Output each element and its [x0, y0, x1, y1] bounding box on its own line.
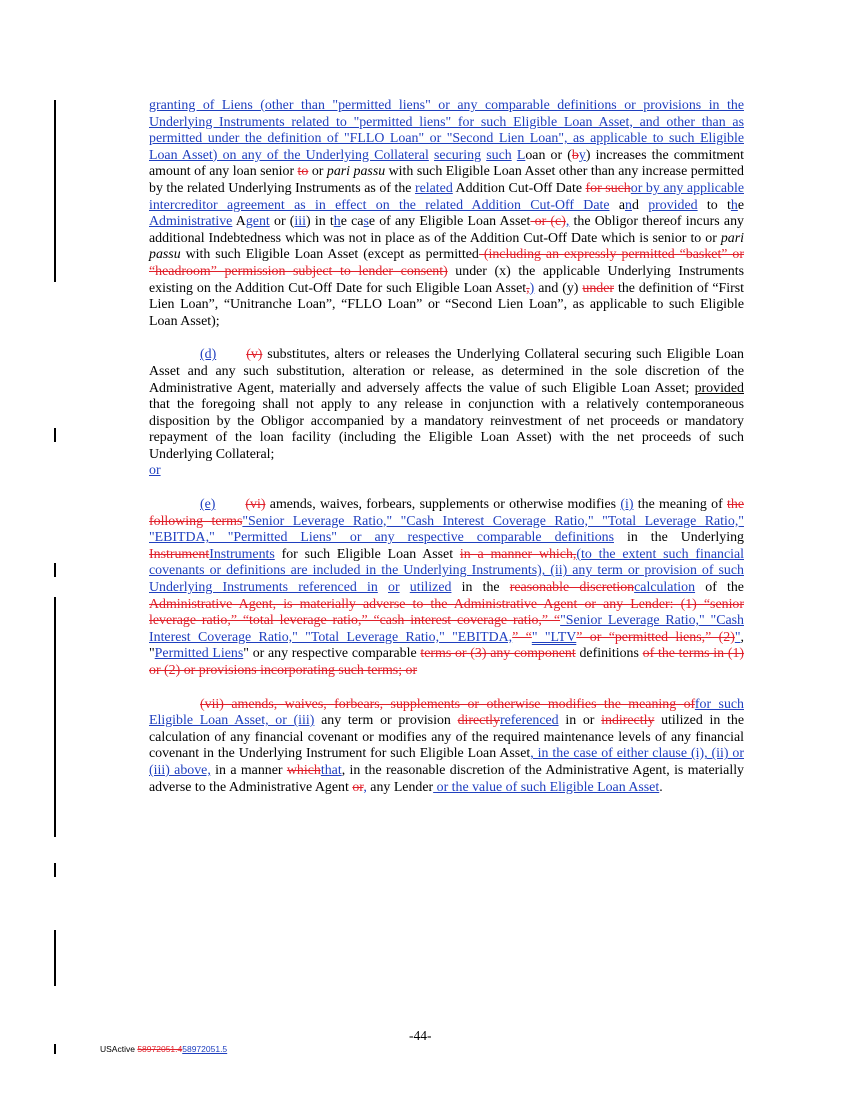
inserted-text: , in the case of either clause (i), (ii) or (iii) above,: [149, 746, 744, 778]
deleted-text: to: [297, 164, 309, 180]
paragraph-d: [149, 347, 744, 480]
text-run: and (y): [534, 280, 583, 296]
inserted-text: calculation: [634, 580, 696, 596]
text-run: any Lender: [366, 779, 434, 795]
text-run: Addition Cut-Off Date: [452, 180, 586, 196]
text-run: that the foregoing shall not apply to any release in conjunction with a relatively contemporaneous disposition by the Obligor accompanied by a mandatory reinvestment of net proceeds or mandatory repayment of the loan facility (including the Eligible Loan Asset) with the net proceeds of such Underlying Collateral;: [149, 397, 744, 462]
text-run: of the: [695, 580, 744, 596]
clause-number: (e): [200, 497, 216, 513]
inserted-text: Permitted Liens: [154, 646, 244, 662]
text-run: e of any Eligible Loan Asset: [368, 214, 531, 230]
deleted-text: (vii) amends, waives, forbears, supplements or otherwise modifies the meaning of: [200, 696, 695, 712]
inserted-text: gent: [245, 214, 270, 230]
text-run: definitions: [575, 646, 643, 662]
deleted-clause-number: (v): [246, 347, 263, 363]
change-bar: [54, 1044, 56, 1054]
underlined-text: provided: [694, 380, 744, 396]
deleted-text: Instrument: [149, 546, 210, 562]
inserted-text: h: [730, 197, 738, 213]
change-bar: [54, 563, 56, 577]
deleted-text: reasonable discretion: [509, 580, 635, 596]
inserted-text: for such Eligible Loan Asset, or (iii): [149, 696, 744, 729]
inserted-text: n: [625, 197, 632, 213]
inserted-text: ": [734, 629, 741, 645]
text-run: e: [737, 197, 745, 213]
deleted-text: of the terms in (1) or (2) or provisions incorporating such terms; or: [149, 646, 745, 678]
paragraph-vii: [149, 697, 744, 797]
text-run: , ": [149, 629, 744, 662]
text-run: d: [631, 197, 649, 213]
text-run: in a manner: [210, 762, 287, 778]
text-run: with such Eligible Loan Asset other than any increase permitted by the related Underlying Instruments as of the: [149, 164, 744, 196]
inserted-text: L: [516, 147, 526, 163]
deleted-text: for such: [585, 180, 631, 196]
text-run: in the Underlying: [613, 530, 744, 546]
text-run: the definition of “First Lien Loan”, “Unitranche Loan”, “FLLO Loan” or “Second Lien Loan”, as applicable to such Eligible Loan Asset);: [149, 280, 744, 329]
inserted-text: (i): [620, 497, 634, 513]
deleted-text: in a manner which,: [459, 546, 577, 562]
text-run: .: [659, 779, 663, 795]
text-run: substitutes, alters or releases the Underlying Collateral securing such Eligible Loan Asset and any such substitution, alteration or release, as determined in the sole discretion of the Administrative Agent, materially and adversely affects the value of such Eligible Loan Asset;: [149, 347, 744, 396]
text-run: , in the reasonable discretion of the Administrative Agent, is materially adverse to the Administrative Agent: [149, 762, 744, 795]
text-run: the Obligor thereof incurs any additional Indebtedness which was not in place as of the Addition Cut-Off Date which is senior to or: [149, 214, 744, 246]
inserted-text: or the value of such Eligible Loan Asset: [433, 779, 660, 795]
inserted-text: " "LTV: [531, 629, 577, 645]
inserted-text: or: [388, 580, 400, 596]
inserted-text: y: [578, 147, 586, 163]
text-run: a: [609, 197, 625, 213]
deleted-text: under: [582, 280, 615, 296]
deleted-text: or (c): [530, 214, 566, 230]
document-id-label: USActive: [100, 1044, 138, 1054]
text-run: or (: [269, 214, 295, 230]
text-run: utilized in the calculation of any financial covenant or modifies any of the required maintenance levels of any financial covenant in the Underlying Instrument for such Eligible Loan Asset: [149, 713, 744, 762]
inserted-text: or: [149, 463, 161, 479]
text-run: any term or provision: [314, 713, 458, 729]
text-run: in the: [451, 580, 510, 596]
paragraph-e: [149, 497, 744, 680]
text-run: the meaning of: [633, 497, 728, 513]
deleted-text: terms or (3) any component: [420, 646, 576, 662]
inserted-text: (to the extent such financial covenants or definitions are included in the Underlying Instruments), (ii) any term or provision of such Underlying Instruments referenced in: [149, 546, 744, 596]
deleted-text: the following terms: [149, 497, 744, 529]
clause-number: (d): [200, 347, 217, 363]
text-run: amends, waives, forbears, supplements or otherwise modifies: [265, 497, 621, 513]
text-run: with such Eligible Loan Asset (except as permitted: [180, 247, 479, 263]
text-run: e ca: [340, 214, 364, 230]
inserted-text: granting of Liens (other than "permitted liens" or any comparable definitions or provisions in the Underlying Instruments related to "permitted liens" for such Eligible Loan Asset, and other than as permitted under the definition of "FLLO Loan" or "Second Lien Loan", as applicable to such Eligible Loan Asset) on any of the Underlying Collateral: [149, 98, 744, 163]
paragraph-c-continued: [149, 98, 744, 330]
italic-text: pari passu: [326, 164, 386, 180]
deleted-text: Administrative Agent, is materially adverse to the Administrative Agent or any Lender: (1) “senior leverage ratio,” “total leverage ratio,” “cash interest coverage ratio,” “: [149, 596, 744, 629]
text-run: for such Eligible Loan Asset: [274, 546, 460, 562]
inserted-text: Administrative: [149, 214, 233, 230]
inserted-text: related: [414, 180, 453, 196]
text-run: oan or (: [525, 147, 572, 163]
text-run: ) in t: [306, 214, 334, 230]
text-run: in or: [558, 713, 602, 729]
text-run: " or any respective comparable: [243, 646, 421, 662]
change-bar: [54, 930, 56, 986]
inserted-text: "Senior Leverage Ratio," "Cash Interest Coverage Ratio," "Total Leverage Ratio," "EBITDA,: [149, 613, 744, 645]
text-run: to t: [697, 197, 731, 213]
inserted-text: provided: [648, 197, 698, 213]
inserted-text: ): [529, 280, 535, 296]
inserted-text: Instruments: [209, 546, 275, 562]
deleted-text: b: [571, 147, 579, 163]
inserted-text: that: [320, 762, 342, 778]
deleted-text: which: [286, 762, 321, 778]
change-bar: [54, 863, 56, 877]
inserted-text: ,: [363, 779, 367, 795]
inserted-text: or by any applicable intercreditor agreement as in effect on the related Addition Cut-Off Date: [149, 180, 744, 213]
text-run: A: [232, 214, 246, 230]
deleted-text: or: [352, 779, 364, 795]
inserted-text: s: [363, 214, 369, 230]
inserted-text: securing: [434, 147, 482, 163]
body-text: [149, 98, 744, 813]
change-bar: [54, 428, 56, 442]
deleted-text: ” or “permitted liens,” (2): [576, 629, 735, 645]
text-run: or: [308, 164, 327, 180]
inserted-text: such: [486, 147, 512, 163]
text-run: ) increases the commitment amount of any loan senior: [149, 147, 744, 180]
text-run: [400, 580, 410, 595]
inserted-text: iii: [294, 214, 306, 230]
inserted-text: h: [333, 214, 341, 230]
deleted-text: directly: [457, 713, 500, 729]
deleted-text: (including an expressly permitted “basket” or “headroom” permission subject to lender consent): [149, 247, 745, 279]
deleted-clause-number: (vi): [245, 497, 266, 513]
deleted-text: ” “: [512, 629, 532, 645]
deleted-document-id: 58972051.4: [137, 1044, 183, 1054]
deleted-text: ,: [526, 280, 530, 296]
inserted-text: ,: [565, 214, 570, 230]
inserted-text: referenced: [500, 713, 559, 729]
inserted-document-id: 58972051.5: [182, 1044, 228, 1054]
change-bar: [54, 597, 56, 837]
inserted-text: "Senior Leverage Ratio," "Cash Interest Coverage Ratio," "Total Leverage Ratio," "EBITDA," "Permitted Liens" or any respective comparable definitions: [149, 513, 744, 546]
deleted-text: indirectly: [601, 713, 655, 729]
change-bar: [54, 100, 56, 282]
italic-text: pari passu: [149, 230, 744, 263]
page-number: -44-: [409, 1028, 432, 1043]
text-run: [378, 580, 388, 595]
text-run: under (x) the applicable Underlying Instruments existing on the Addition Cut-Off Date for such Eligible Loan Asset: [149, 263, 744, 296]
document-id: [100, 1044, 227, 1054]
inserted-text: utilized: [409, 580, 452, 596]
